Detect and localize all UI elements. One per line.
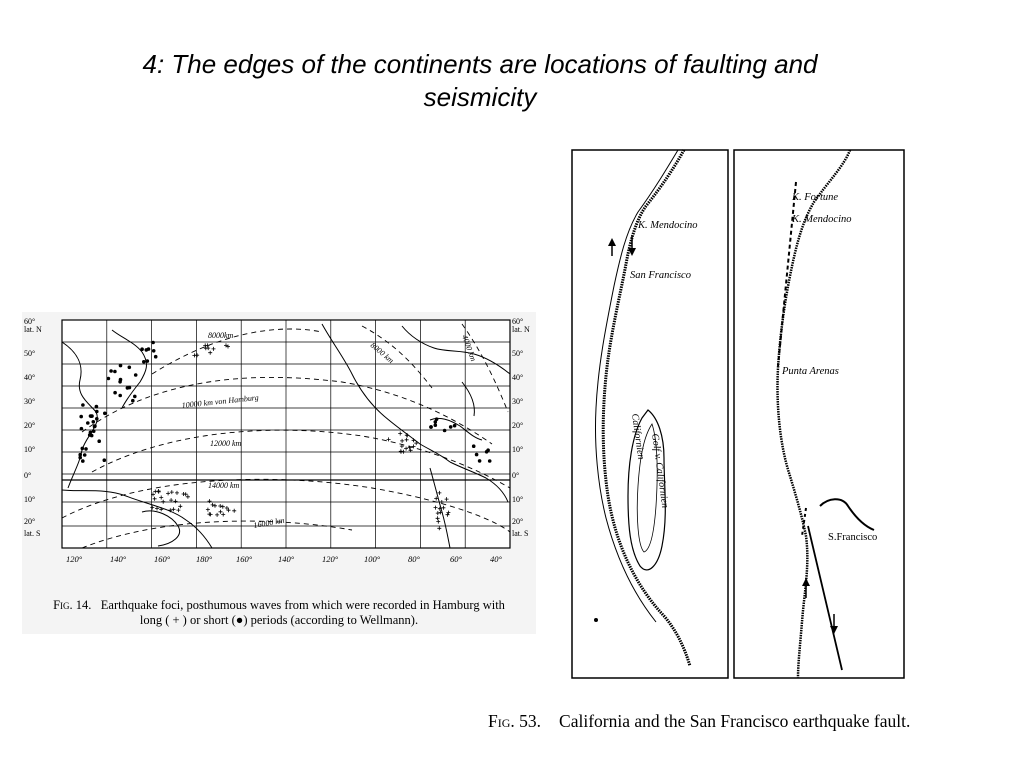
foci-dot — [434, 423, 438, 427]
foci-dot — [81, 403, 85, 407]
lon-label: 80° — [408, 554, 420, 564]
foci-dot — [133, 395, 137, 399]
foci-dot — [429, 425, 433, 429]
lat-label-right: lat. S — [512, 529, 529, 538]
foci-dot — [113, 391, 117, 395]
lon-label: 120° — [322, 554, 339, 564]
foci-dot — [84, 447, 88, 451]
foci-dot — [128, 386, 132, 390]
lat-label-right: 20° — [512, 421, 524, 430]
lat-label-left: 50° — [24, 349, 36, 358]
foci-dot — [81, 459, 85, 463]
foci-dot — [449, 425, 453, 429]
fig53-number: Fig. 53. — [488, 711, 542, 731]
distance-label: 8000 km — [368, 340, 396, 366]
foci-dot — [475, 453, 479, 457]
lat-label-left: 20° — [24, 517, 36, 526]
foci-dot — [119, 378, 123, 382]
earthquake-foci-map — [22, 312, 536, 634]
label-golf-californien: Golf v. Californien — [649, 432, 671, 509]
foci-dot — [131, 399, 135, 403]
lat-label-left: 0° — [24, 471, 32, 480]
right-panel-frame — [734, 150, 904, 678]
lon-label: 100° — [364, 554, 381, 564]
lat-label-left: 60° — [24, 317, 36, 326]
label-k-mendocino-right: K. Mendocino — [792, 214, 852, 225]
california-fault-map — [566, 146, 908, 682]
foci-dot — [89, 414, 93, 418]
foci-dot — [80, 427, 84, 431]
foci-map-graphic — [22, 312, 536, 634]
foci-dot — [93, 424, 97, 428]
latitude-labels-right — [512, 317, 530, 538]
lat-label-left: 10° — [24, 445, 36, 454]
fig14-number: Fig. 14. — [53, 598, 92, 612]
foci-dot — [92, 429, 96, 433]
foci-dot — [140, 347, 144, 351]
foci-dot — [88, 433, 92, 437]
distance-label: 12000 km — [210, 439, 242, 448]
lon-label: 140° — [110, 554, 127, 564]
lat-label-left: 20° — [24, 421, 36, 430]
label-san-francisco-left: San Francisco — [630, 270, 691, 281]
lat-label-left: lat. N — [24, 325, 42, 334]
foci-dot — [134, 373, 138, 377]
foci-dot — [152, 349, 156, 353]
lat-label-right: 0° — [512, 471, 520, 480]
lat-label-right: 30° — [512, 397, 524, 406]
label-k-fortune: K. Fortune — [792, 192, 839, 203]
fig14-caption — [22, 598, 536, 628]
lat-label-right: 50° — [512, 349, 524, 358]
foci-dot — [154, 355, 158, 359]
lat-label-left: 30° — [24, 397, 36, 406]
lon-label: 120° — [66, 554, 83, 564]
lat-label-right: 60° — [512, 317, 524, 326]
foci-dot — [79, 415, 83, 419]
foci-dot — [95, 410, 99, 414]
foci-dot — [103, 458, 107, 462]
fig14-caption-line1: Earthquake foci, posthumous waves from which were recorded in Hamburg with — [100, 598, 505, 612]
label-k-mendocino-left: K. Mendocino — [638, 220, 698, 231]
lon-label: 160° — [236, 554, 253, 564]
lat-label-left: 10° — [24, 495, 36, 504]
label-s-francisco: S.Francisco — [828, 532, 878, 543]
lat-label-right: 40° — [512, 373, 524, 382]
foci-dot — [443, 429, 447, 433]
foci-dot — [109, 369, 113, 373]
foci-dot — [151, 341, 155, 345]
island-dot — [594, 618, 598, 622]
foci-dot — [472, 444, 476, 448]
lat-label-right: 10° — [512, 445, 524, 454]
latitude-labels-left — [24, 317, 42, 538]
foci-dot — [97, 439, 101, 443]
foci-dot — [145, 348, 149, 352]
fault-map-graphic — [566, 146, 908, 682]
lon-label: 60° — [450, 554, 462, 564]
foci-dot — [92, 420, 96, 424]
foci-dot — [95, 417, 99, 421]
foci-dot — [83, 453, 87, 457]
lat-label-left: 40° — [24, 373, 36, 382]
foci-dot — [107, 377, 111, 381]
slide-title: 4: The edges of the continents are locations of faulting and seismicity — [142, 49, 818, 112]
foci-dot — [453, 424, 457, 428]
foci-dot — [78, 456, 82, 460]
lat-label-left: lat. S — [24, 529, 41, 538]
lon-label: 160° — [154, 554, 171, 564]
foci-dot — [146, 359, 150, 363]
foci-dot — [486, 448, 490, 452]
foci-dot — [118, 394, 122, 398]
foci-dot — [81, 447, 85, 451]
fig53-caption-text: California and the San Francisco earthquake fault. — [559, 711, 911, 731]
foci-dot — [478, 459, 482, 463]
distance-label: 16000 km — [252, 515, 286, 530]
foci-dot — [119, 364, 123, 368]
lon-label: 180° — [196, 554, 213, 564]
label-punta-arenas: Punta Arenas — [782, 366, 839, 377]
distance-label: 14000 km — [208, 481, 240, 490]
fig14-caption-line2: long ( + ) or short (●) periods (according to Wellmann). — [139, 613, 419, 627]
distance-label: 4000 km — [460, 333, 478, 363]
lon-label: 140° — [278, 554, 295, 564]
foci-dot — [142, 360, 146, 364]
distance-label: 8000km — [208, 331, 234, 340]
lat-label-right: 10° — [512, 495, 524, 504]
distance-label: 10000 km von Hamburg — [181, 392, 260, 410]
foci-dot — [95, 405, 99, 409]
foci-dot — [128, 366, 132, 370]
label-californien: Californien — [629, 412, 647, 461]
lon-label: 40° — [490, 554, 502, 564]
foci-dot — [488, 459, 492, 463]
foci-dot — [435, 417, 439, 421]
lat-label-right: lat. N — [512, 325, 530, 334]
foci-dot — [86, 421, 90, 425]
lat-label-right: 20° — [512, 517, 524, 526]
foci-dot — [103, 412, 107, 416]
foci-dot — [113, 370, 117, 374]
fig53-caption — [488, 711, 1008, 732]
longitude-labels — [66, 554, 503, 564]
